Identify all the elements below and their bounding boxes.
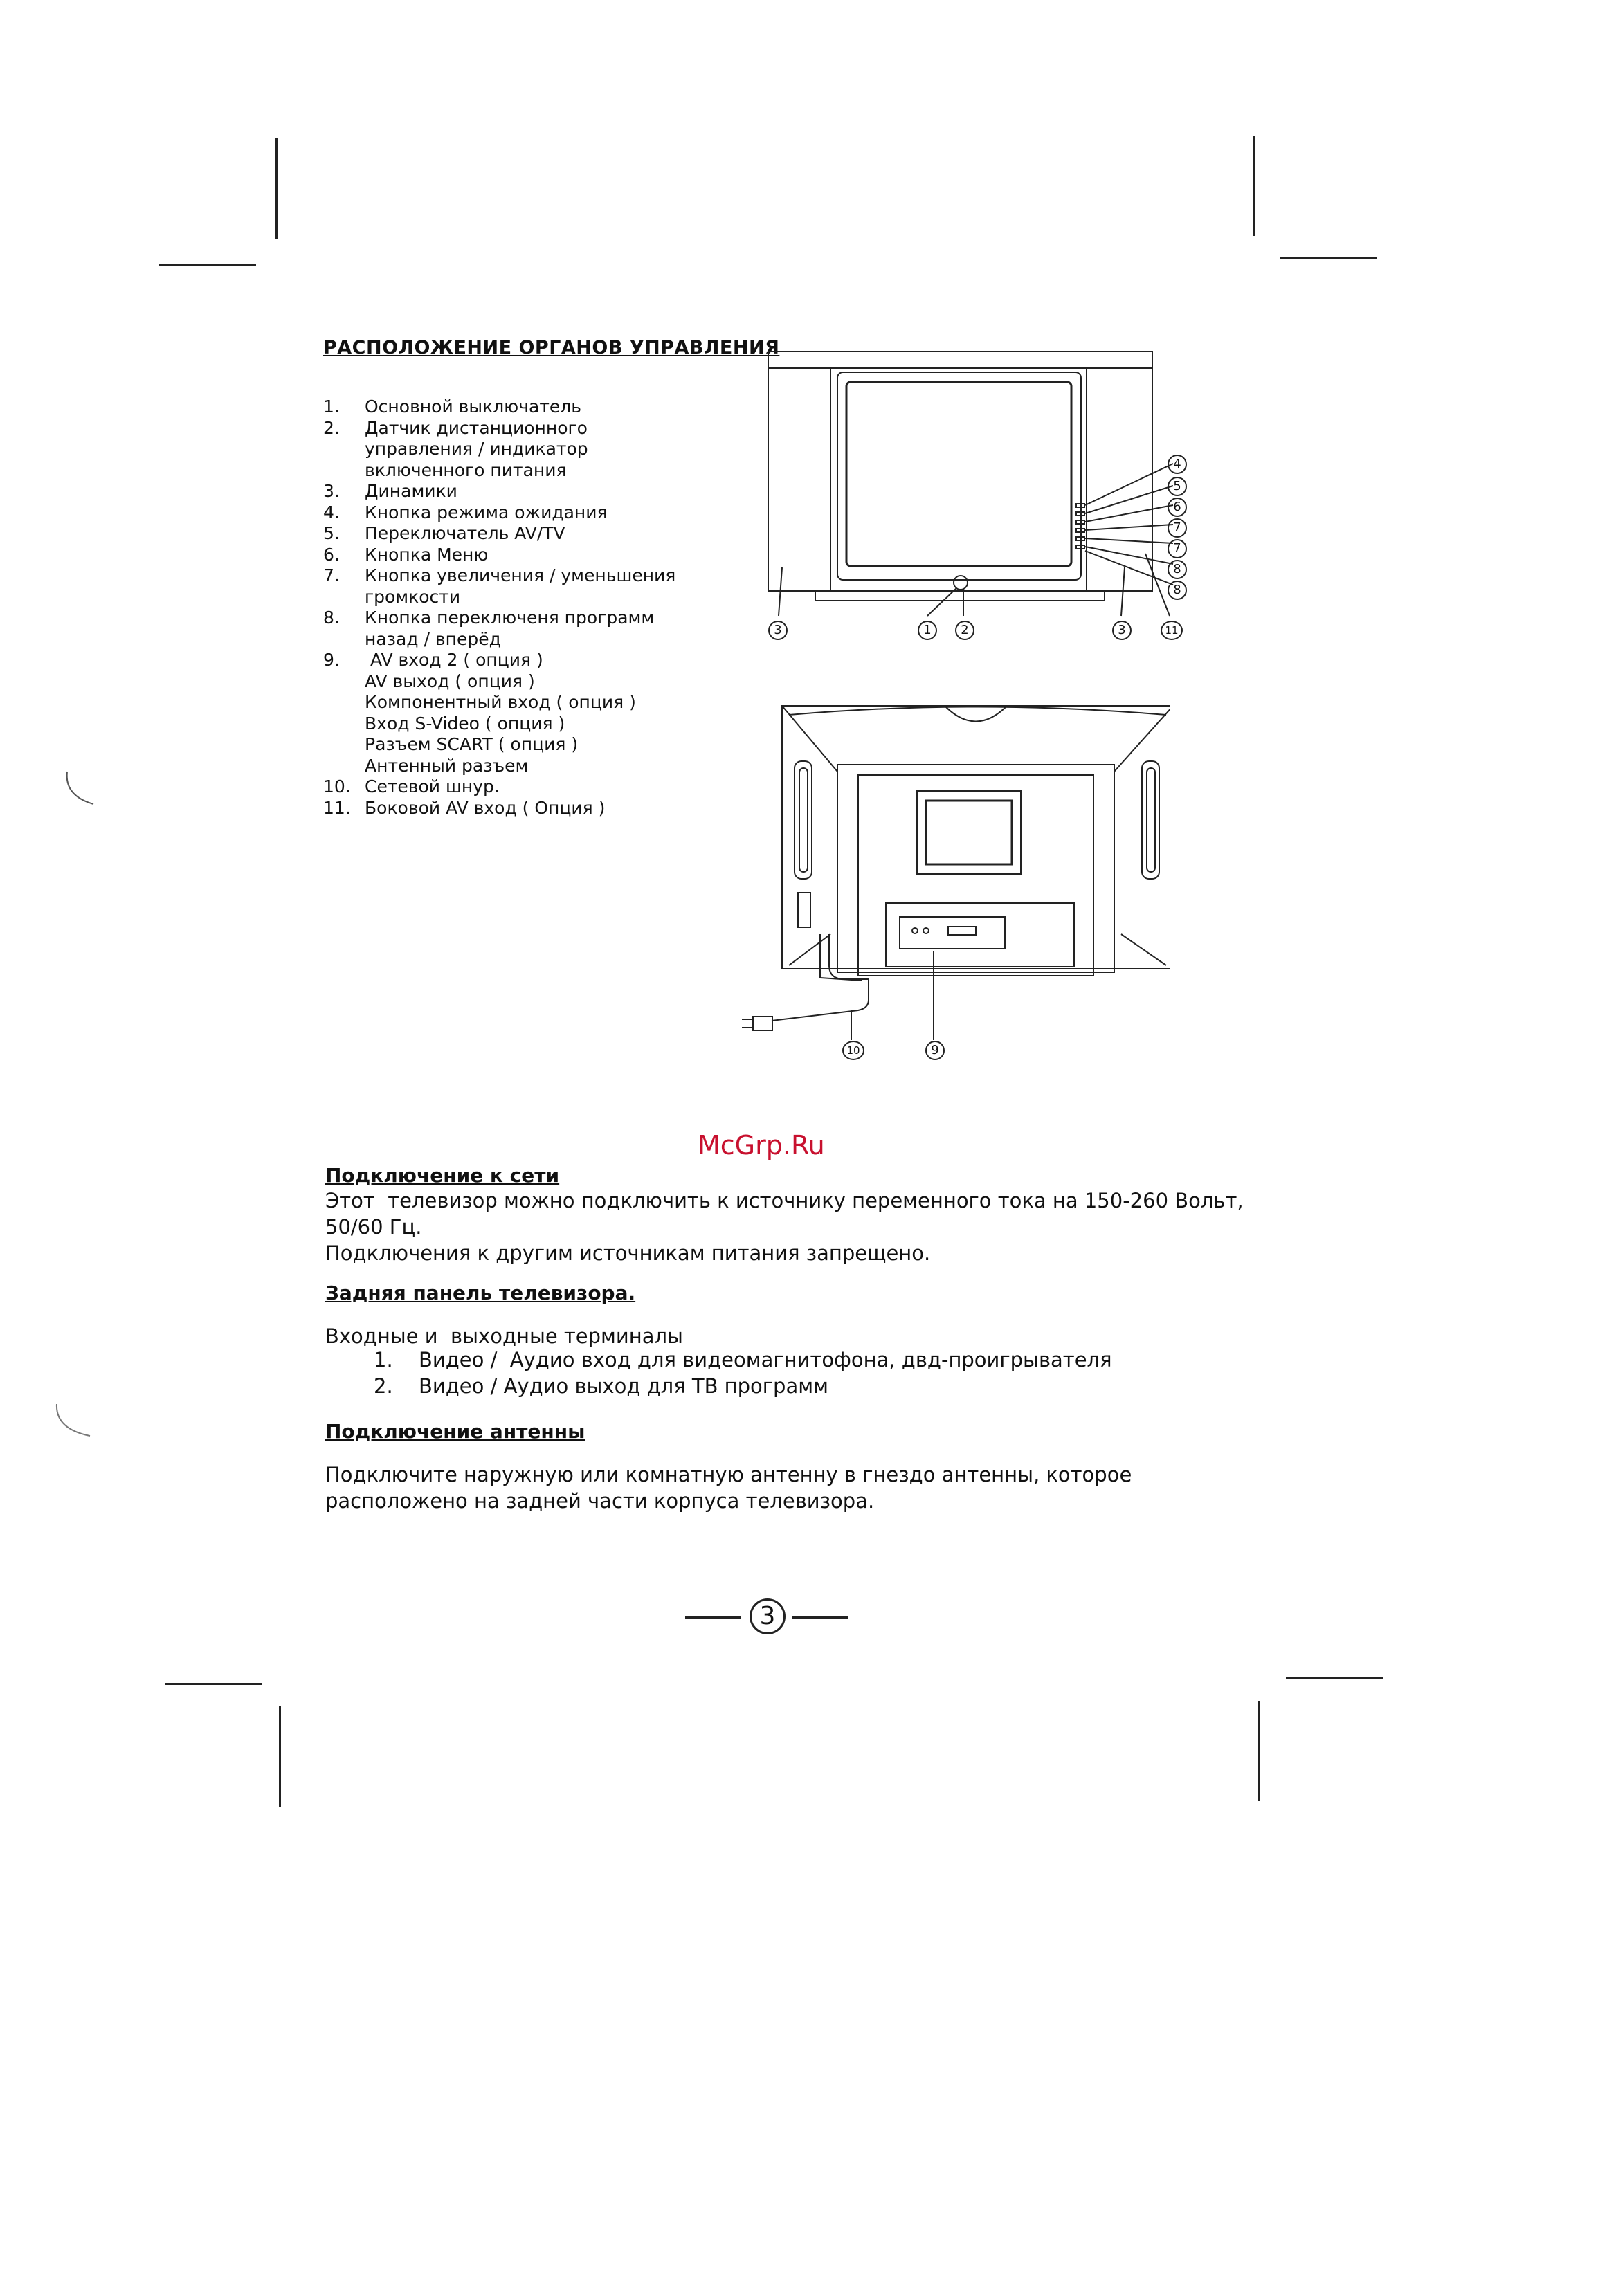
controls-list bbox=[323, 397, 752, 819]
tv-front-diagram bbox=[761, 339, 1190, 657]
list-item: 9. AV вход 2 ( опция ) bbox=[323, 650, 543, 670]
section-heading-antenna: Подключение антенны bbox=[325, 1420, 585, 1443]
crop-mark-top-left-horizontal bbox=[159, 264, 256, 266]
callout-label: 8 bbox=[1168, 581, 1187, 600]
rear-panel-list bbox=[374, 1347, 1273, 1399]
list-item: 4. Кнопка режима ожидания bbox=[323, 502, 608, 522]
list-item: 1. Видео / Аудио вход для видеомагнитофона, двд-проигрывателя bbox=[374, 1348, 1112, 1372]
section-body-antenna bbox=[325, 1461, 1294, 1514]
callout-label: 11 bbox=[1161, 621, 1183, 640]
paragraph-line: Подключите наружную или комнатную антенну в гнездо антенны, которое bbox=[325, 1463, 1132, 1486]
list-item-continued: Разъем SCART ( опция ) bbox=[365, 734, 579, 754]
crop-mark-top-left-vertical bbox=[275, 138, 278, 239]
crop-mark-top-right-horizontal bbox=[1280, 257, 1377, 259]
callout-label: 7 bbox=[1168, 539, 1187, 558]
paragraph-line: Подключения к другим источникам питания запрещено. bbox=[325, 1241, 931, 1265]
callout-label: 2 bbox=[955, 621, 974, 640]
tv-rear-diagram bbox=[741, 695, 1170, 1062]
list-item: 3. Динамики bbox=[323, 481, 457, 501]
page-number: 3 bbox=[750, 1598, 786, 1634]
list-item-continued: AV выход ( опция ) bbox=[365, 671, 535, 691]
callout-label: 6 bbox=[1168, 498, 1187, 517]
binding-mark-upper bbox=[59, 768, 100, 810]
list-item: 2. Видео / Аудио выход для ТВ программ bbox=[374, 1374, 828, 1398]
list-item-continued: громкости bbox=[365, 586, 461, 607]
crop-mark-top-right-vertical bbox=[1253, 136, 1255, 236]
paragraph-line: 50/60 Гц. bbox=[325, 1215, 422, 1239]
list-item-continued: Антенный разъем bbox=[365, 755, 529, 776]
section-intro-rear-panel: Входные и выходные терминалы bbox=[325, 1324, 683, 1348]
callout-label: 5 bbox=[1168, 477, 1187, 496]
page-number-rule-left bbox=[685, 1616, 741, 1619]
page-number-rule-right bbox=[792, 1616, 848, 1619]
list-item: 10. Сетевой шнур. bbox=[323, 776, 500, 796]
callout-label: 1 bbox=[918, 621, 937, 640]
binding-mark-lower bbox=[48, 1401, 97, 1443]
list-item-continued: Компонентный вход ( опция ) bbox=[365, 692, 636, 712]
crop-mark-bottom-right-vertical bbox=[1258, 1701, 1260, 1801]
list-item: 6. Кнопка Меню bbox=[323, 544, 489, 565]
callout-label: 3 bbox=[768, 621, 788, 640]
crop-mark-bottom-right-horizontal bbox=[1286, 1677, 1383, 1679]
callout-label: 3 bbox=[1112, 621, 1132, 640]
paragraph-line: расположено на задней части корпуса телевизора. bbox=[325, 1489, 875, 1513]
callout-label: 8 bbox=[1168, 560, 1187, 579]
list-item: 7. Кнопка увеличения / уменьшения bbox=[323, 565, 676, 585]
callout-label: 4 bbox=[1168, 455, 1187, 474]
crop-mark-bottom-left-horizontal bbox=[165, 1683, 262, 1685]
list-item: 8. Кнопка переключеня программ bbox=[323, 608, 655, 628]
section-body-power bbox=[325, 1187, 1294, 1266]
list-item: 11. Боковой AV вход ( Опция ) bbox=[323, 797, 606, 818]
page-title: РАСПОЛОЖЕНИЕ ОРГАНОВ УПРАВЛЕНИЯ bbox=[323, 337, 780, 358]
list-item-continued: управления / индикатор bbox=[365, 439, 588, 459]
list-item: 5. Переключатель AV/TV bbox=[323, 523, 565, 543]
watermark: McGrp.Ru bbox=[698, 1130, 825, 1160]
crop-mark-bottom-left-vertical bbox=[279, 1706, 281, 1807]
paragraph-line: Этот телевизор можно подключить к источнику переменного тока на 150-260 Вольт, bbox=[325, 1189, 1244, 1212]
list-item: 2. Датчик дистанционного bbox=[323, 417, 588, 438]
section-heading-rear-panel: Задняя панель телевизора. bbox=[325, 1282, 636, 1304]
list-item-continued: включенного питания bbox=[365, 459, 567, 480]
callout-label: 10 bbox=[842, 1041, 864, 1060]
callout-label: 7 bbox=[1168, 518, 1187, 538]
callout-label: 9 bbox=[925, 1041, 945, 1060]
list-item-continued: Вход S-Video ( опция ) bbox=[365, 713, 565, 734]
list-item-continued: назад / вперёд bbox=[365, 628, 501, 649]
section-heading-power: Подключение к сети bbox=[325, 1164, 560, 1187]
list-item: 1. Основной выключатель bbox=[323, 397, 581, 417]
